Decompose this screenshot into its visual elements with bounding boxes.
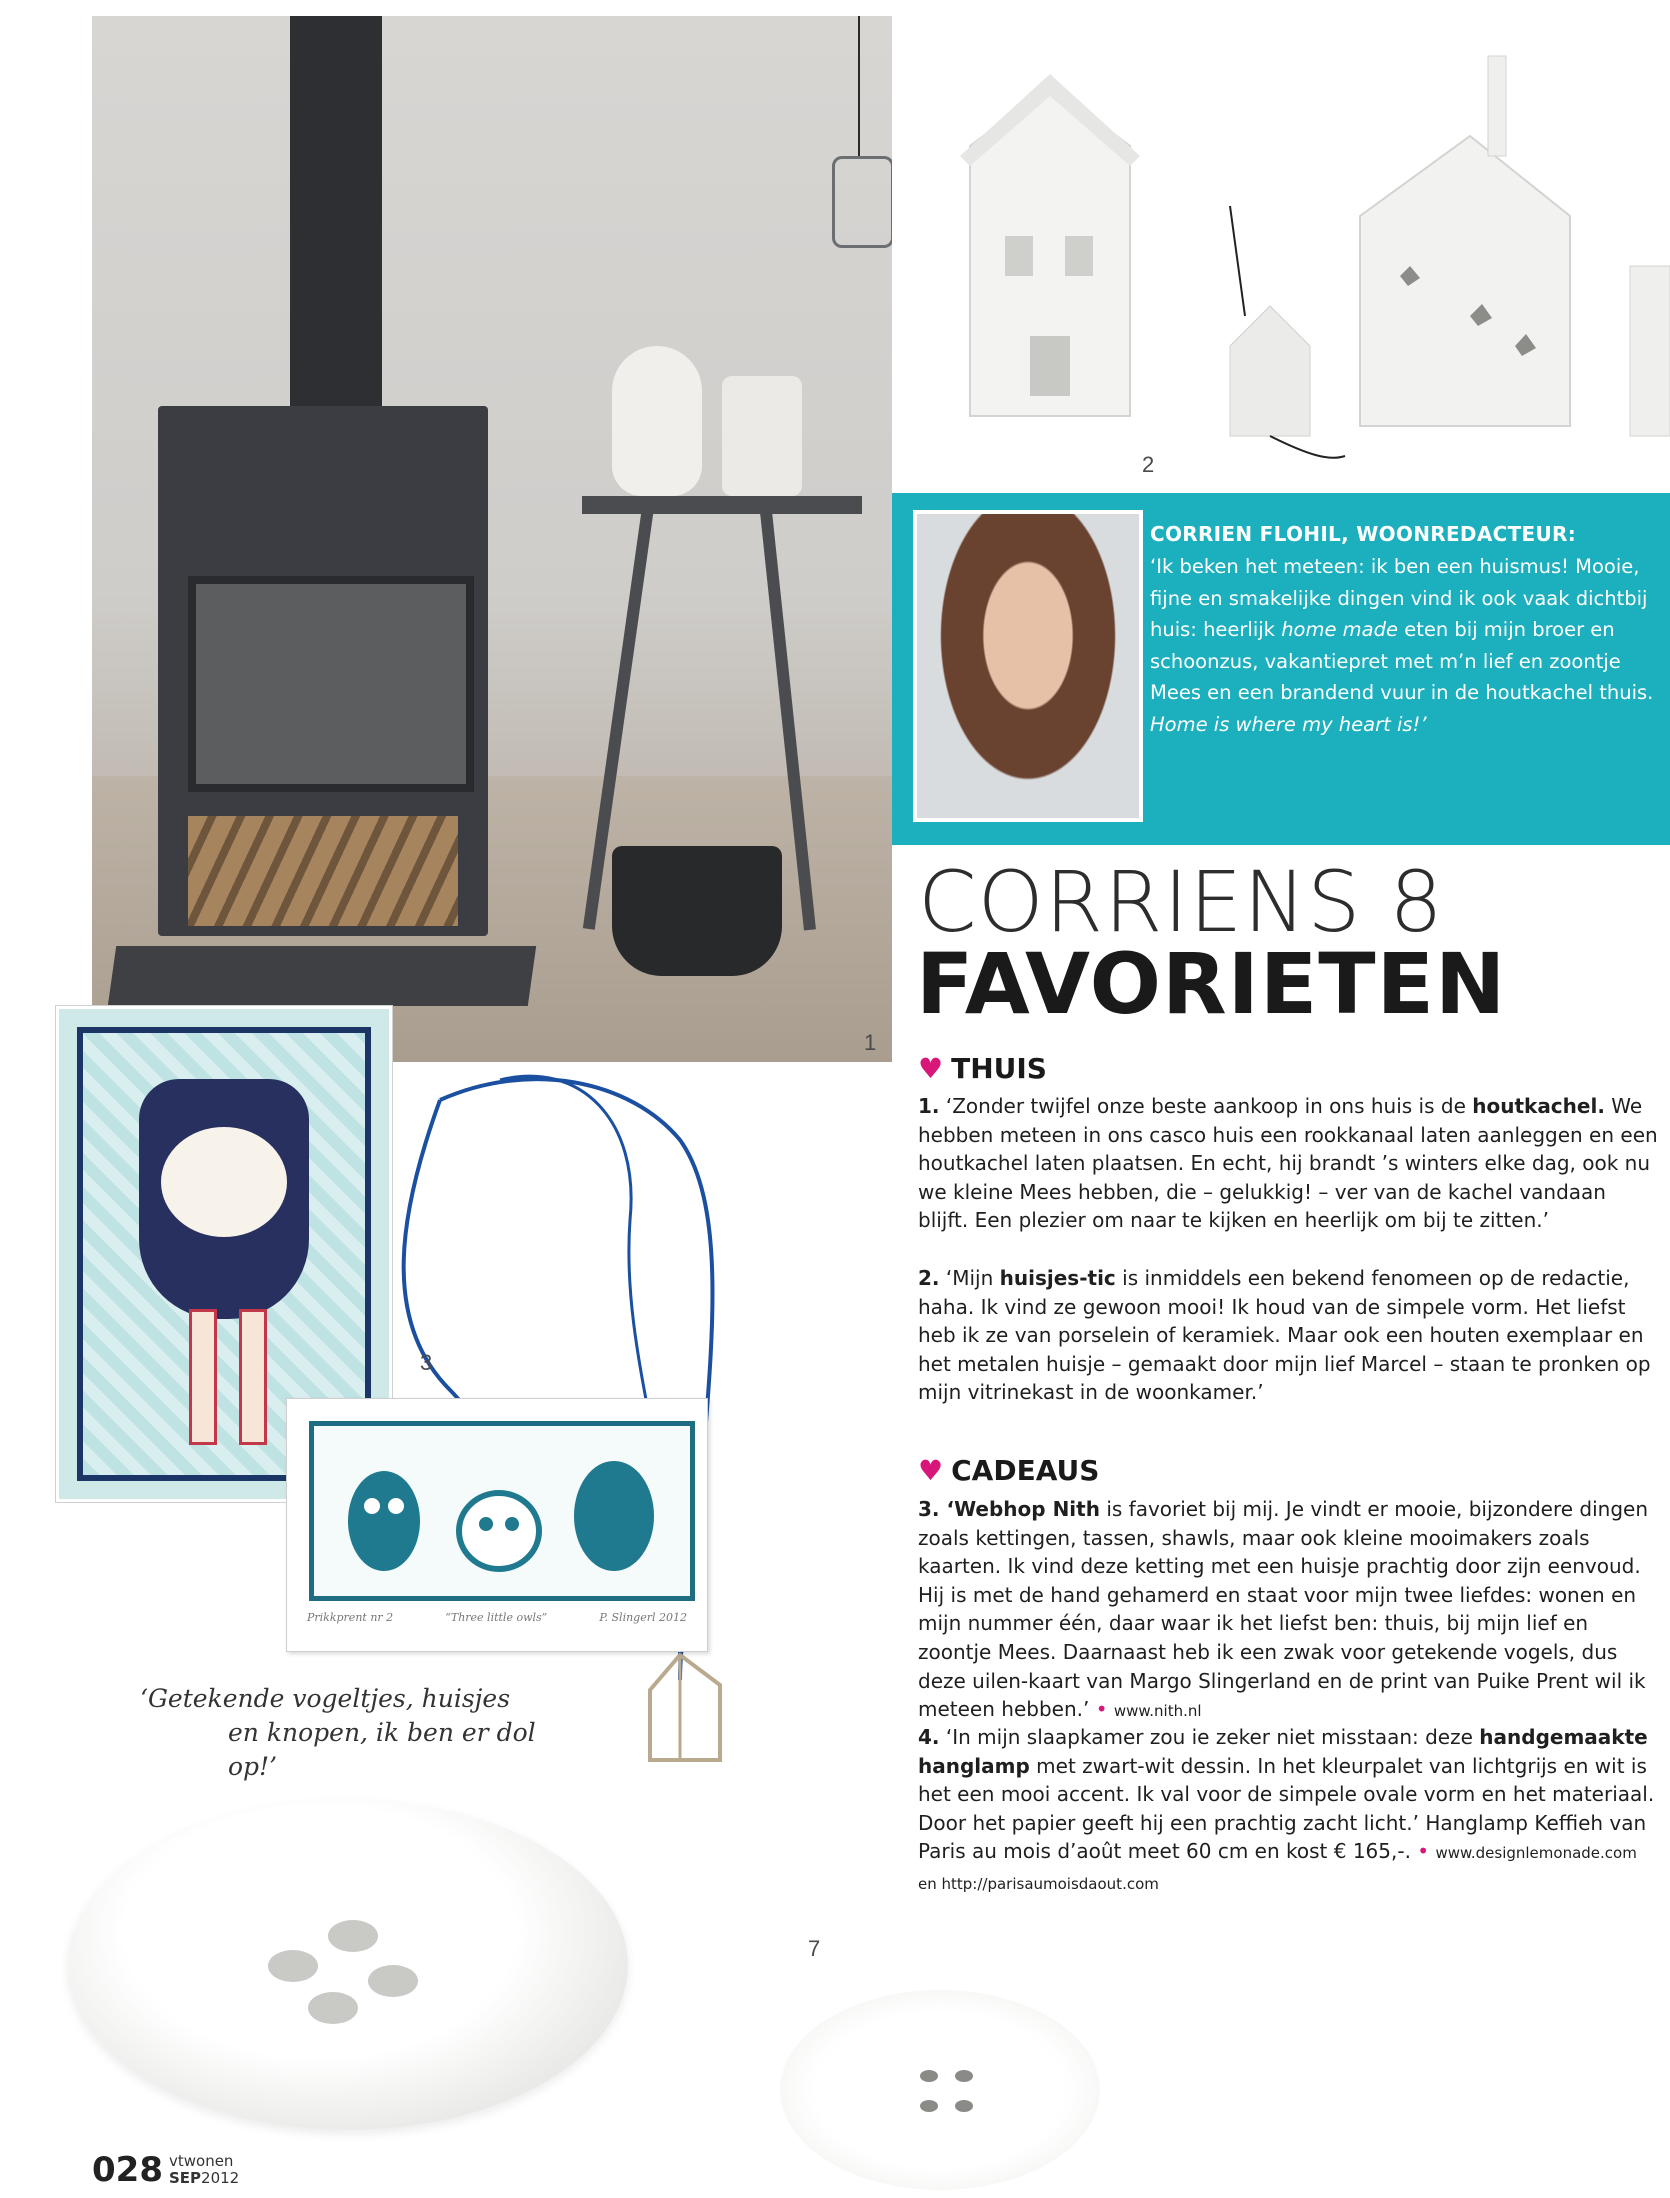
handwritten-quote: ‘Getekende vogeltjes, huisjes en knopen, ik ben er dol op!’ xyxy=(140,1684,536,1781)
floor-plate xyxy=(108,946,536,1006)
white-jug xyxy=(722,376,802,496)
log-basket xyxy=(612,846,782,976)
lamp-cord xyxy=(858,16,860,156)
owl-leg xyxy=(189,1309,217,1445)
button-hole xyxy=(920,2070,938,2082)
small-button-photo xyxy=(780,1990,1100,2190)
three-owls-illustration xyxy=(314,1426,690,1596)
bio-heading: CORRIEN FLOHIL, WOONREDACTEUR: xyxy=(1150,522,1577,546)
stove-photo xyxy=(92,16,892,1062)
button-hole xyxy=(268,1950,318,1982)
cadeaus-item-3: 3. ‘Webhop Nith is favoriet bij mij. Je vindt er mooie, bijzondere dingen zoals kettingen, tassen, shawls, maar ook kleine mooimakers zoals kaarten. Ik vind deze ketting met een huisje prachtig door zijn eenvoud. Hij is met de hand gehamerd en staat voor mijn twee liefdes: wonen en mijn nummer één, daar waar ik het liefst ben: thuis, bij mijn lief en zoontje Mees. Daarnaast heb ik een zwak voor getekende vogels, dus deze uilen-kaart van Margo Slingerland en de print van Puike Prent wil ik meteen hebben.’ • www.nith.nl xyxy=(918,1497,1648,1722)
button-hole xyxy=(955,2100,973,2112)
print-caption: Prikkprent nr 2 “Three little owls” P. Slingerl 2012 xyxy=(307,1611,687,1624)
cage-lamp xyxy=(832,156,892,248)
stove-pipe xyxy=(290,16,382,406)
white-vase xyxy=(612,346,702,496)
print-frame xyxy=(309,1421,695,1601)
portrait-photo xyxy=(913,510,1143,822)
link-nith[interactable]: www.nith.nl xyxy=(1113,1702,1202,1721)
page-folio xyxy=(92,2150,240,2190)
button-hole xyxy=(328,1920,378,1952)
heart-icon: ♥ xyxy=(918,1454,944,1487)
section-heading-thuis: ♥ THUIS xyxy=(918,1052,1047,1085)
firewood-stack xyxy=(188,816,458,926)
button-hole xyxy=(955,2070,973,2082)
bio-text: ‘Ik beken het meteen: ik ben een huismus! Mooie, fijne en smakelijke dingen vind ik ook vaak dichtbij huis: heerlijk home made eten bij mijn broer en schoonzus, vakantiepret met m’n lief en zoontje Mees en een brandend vuur in de houtkachel thuis. Home is where my heart is!’ xyxy=(1150,555,1654,736)
thuis-item-2: 2. ‘Mijn huisjes-tic is inmiddels een bekend fenomeen op de redactie, haha. Ik vind ze gewoon mooi! Ik houd van de simpele vorm. Het liefst heb ik ze van porselein of keramiek. Maar ook een houten exemplaar en het metalen huisje – gemaakt door mijn lief Marcel – staan te pronken op mijn vitrinekast in de woonkamer.’ xyxy=(918,1266,1651,1405)
side-table-top xyxy=(582,496,862,514)
button-hole xyxy=(920,2100,938,2112)
link-designlemonade[interactable]: www.designlemonade.com xyxy=(1435,1844,1637,1863)
thuis-item-1: 1. ‘Zonder twijfel onze beste aankoop in ons huis is de houtkachel. We hebben meteen in ons casco huis een rookkanaal laten aanleggen en een houtkachel laten plaatsen. En echt, hij brandt ’s winters elke dag, ook nu we kleine Mees hebben, die – gelukkig! – ver van de kachel vandaan blijft. Een plezier om naar te kijken en heerlijk om bij te zitten.’ xyxy=(918,1094,1658,1233)
page-number: 028 xyxy=(92,2150,163,2190)
bullet-dot-icon: • xyxy=(1417,1839,1430,1864)
owl-print-card xyxy=(286,1398,708,1652)
owl-face xyxy=(161,1127,287,1237)
cadeaus-item-4: 4. ‘In mijn slaapkamer zou ie zeker niet misstaan: deze handgemaakte hanglamp met zwart-wit dessin. In het kleurpalet van lichtgrijs en wit is het een mooi accent. Ik val voor de simpele ovale vorm en het materiaal. Door het papier geeft hij een prachtig zacht licht.’ Hanglamp Keffieh van Paris au mois d’août meet 60 cm en kost € 165,-. • www.designlemonade.com en http://parisaumoisdaout.com xyxy=(918,1725,1655,1893)
title-line-2: FAVORIETEN xyxy=(916,935,1507,1033)
ceramic-houses-illustration xyxy=(930,16,1670,478)
photo-number-2: 2 xyxy=(1142,452,1155,477)
owl-leg xyxy=(239,1309,267,1445)
link-parisaumoisdaout[interactable]: en http://parisaumoisdaout.com xyxy=(918,1874,1159,1893)
houses-photo xyxy=(930,16,1670,478)
heart-icon: ♥ xyxy=(918,1052,944,1085)
photo-number-1: 1 xyxy=(864,1030,877,1055)
button-hole xyxy=(308,1992,358,2024)
section-heading-cadeaus: ♥ CADEAUS xyxy=(918,1454,1100,1487)
big-button-lamp-photo xyxy=(68,1800,628,2130)
magazine-issue: vtwonen SEP2012 xyxy=(168,2152,240,2187)
button-hole xyxy=(368,1965,418,1997)
title-line-1: CORRIENS 8 xyxy=(918,853,1444,951)
stove-window xyxy=(188,576,474,792)
bullet-dot-icon: • xyxy=(1095,1697,1108,1722)
photo-number-3: 3 xyxy=(420,1350,433,1375)
photo-number-7: 7 xyxy=(808,1936,821,1961)
